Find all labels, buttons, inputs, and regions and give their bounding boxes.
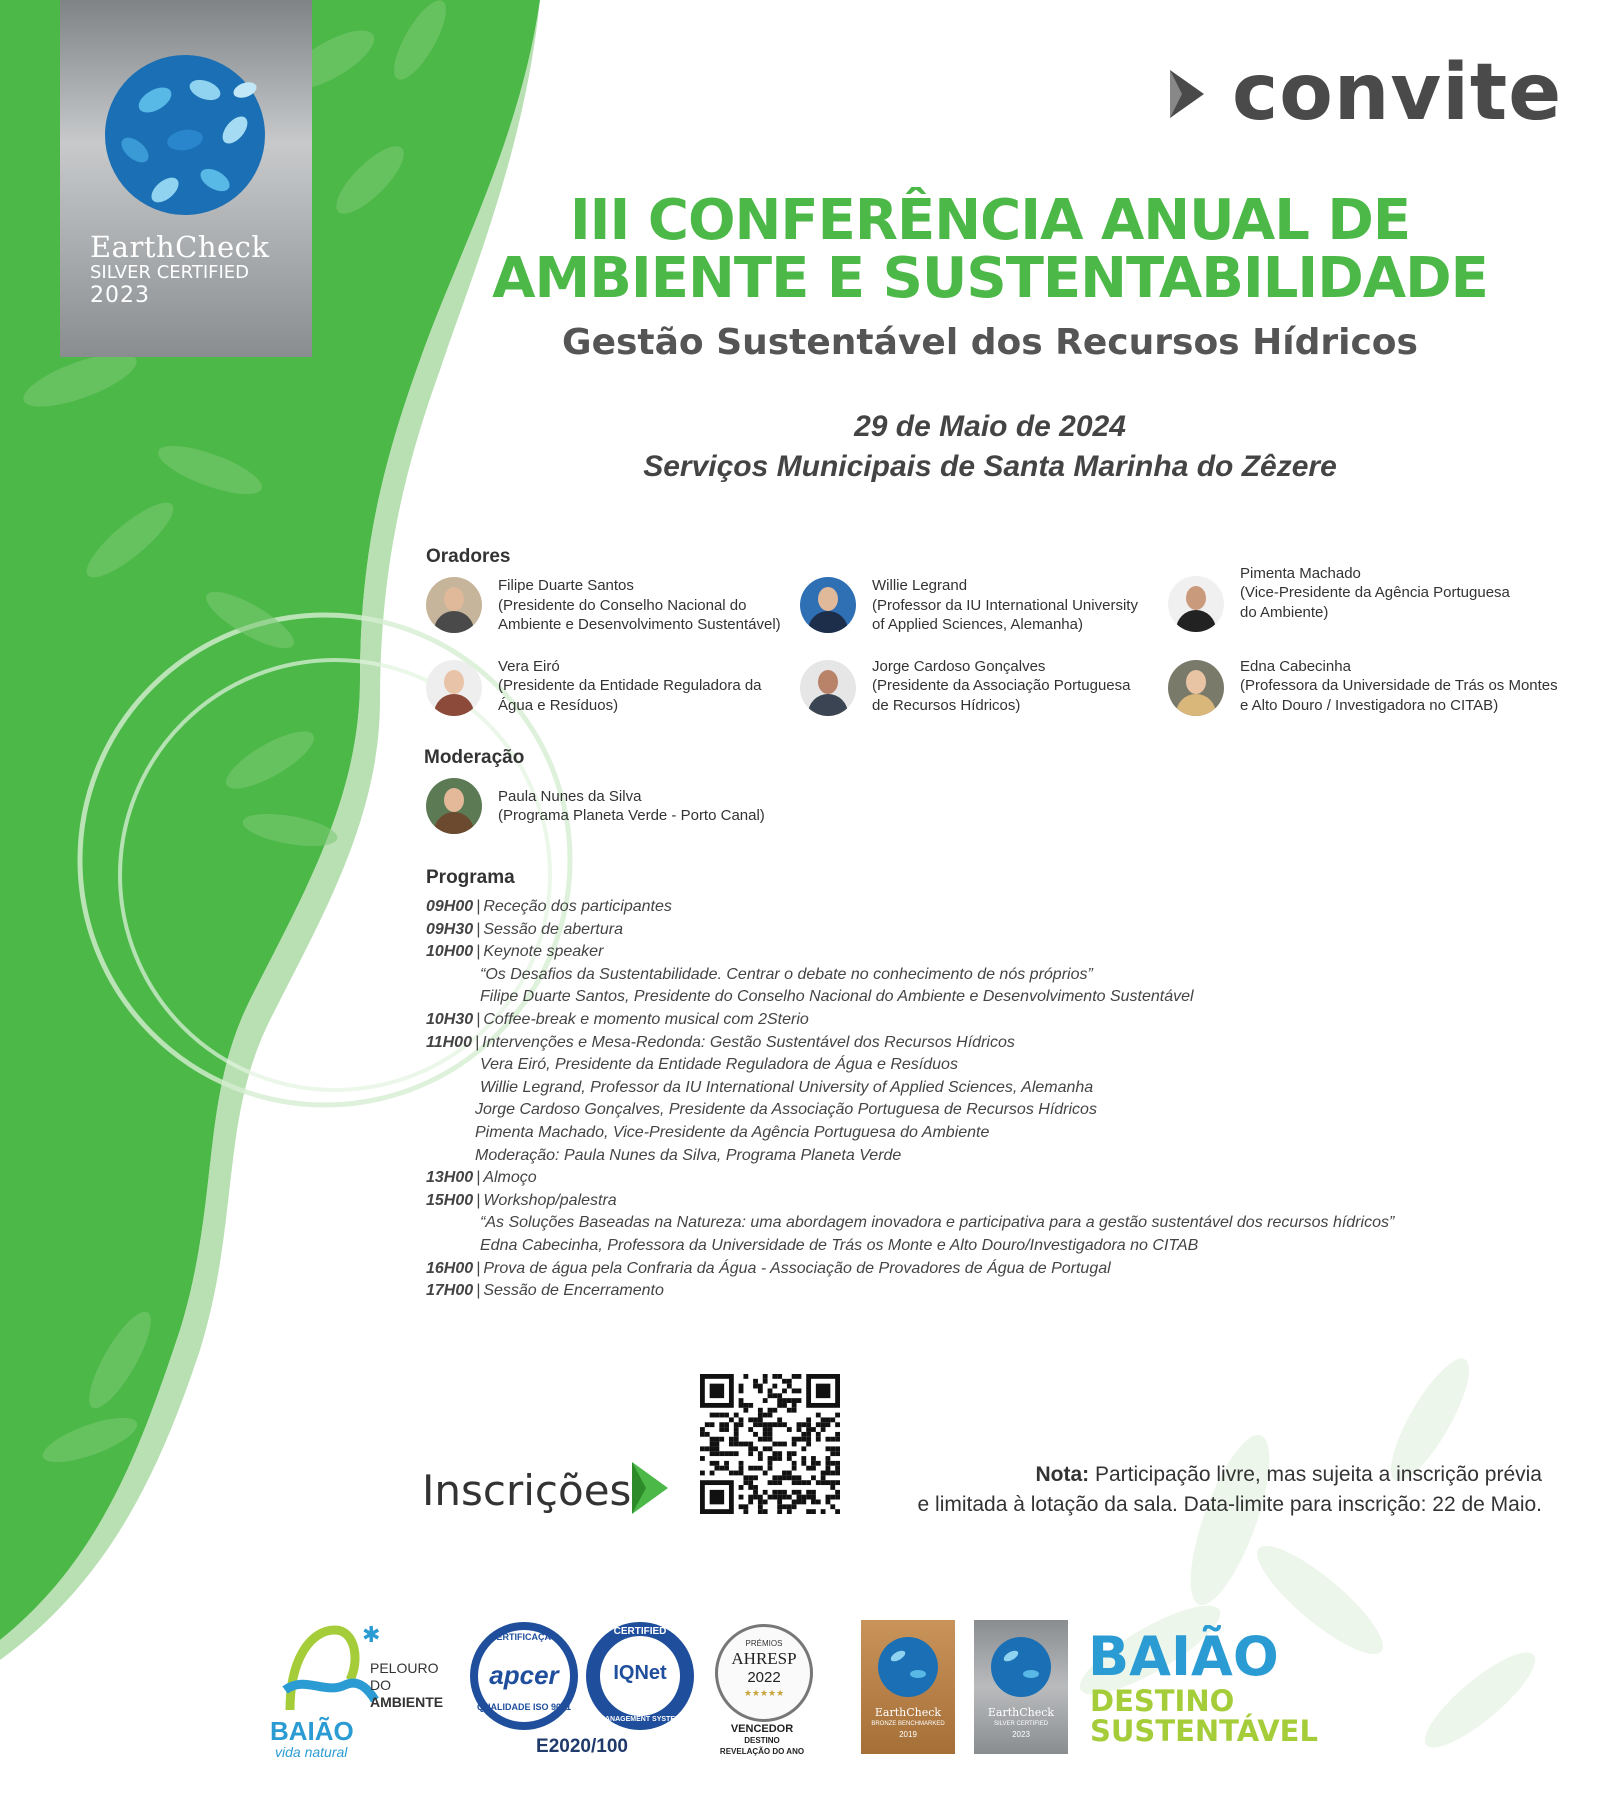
programa-heading: Programa <box>426 867 515 888</box>
program-row: 10H30 | Coffee-break e momento musical com 2Sterio <box>426 1010 809 1028</box>
svg-text:✱: ✱ <box>362 1623 380 1648</box>
speaker-name: Pimenta Machado <box>1240 564 1361 582</box>
speaker-name: Edna Cabecinha <box>1240 657 1351 675</box>
program-text: Workshop/palestra <box>483 1191 617 1209</box>
apcer-bottom-text: QUALIDADE ISO 9001 <box>476 1702 572 1712</box>
sustentavel-word: SUSTENTÁVEL <box>1090 1714 1318 1748</box>
program-text: Coffee-break e momento musical com 2Sterio <box>483 1010 809 1028</box>
earthcheck-bronze-globe-icon <box>873 1634 943 1700</box>
program-row: 16H00 | Prova de água pela Confraria da Água - Associação de Provadores de Água de Portugal <box>426 1259 1111 1277</box>
program-time: 09H30 <box>426 920 474 938</box>
program-row: 09H30 | Sessão de abertura <box>426 920 623 938</box>
speaker-role: (Presidente da Associação Portuguesa <box>872 677 1131 695</box>
program-row: 15H00 | Workshop/palestra <box>426 1191 617 1209</box>
program-row: 10H00 | Keynote speaker <box>426 943 604 961</box>
program-row-detail: Jorge Cardoso Gonçalves, Presidente da Associação Portuguesa de Recursos Hídricos <box>475 1101 1097 1119</box>
convite-arrow-icon <box>1170 70 1204 118</box>
ahresp-small: PRÉMIOS <box>745 1639 783 1648</box>
nota-line2: e limitada à lotação da sala. Data-limite para inscrição: 22 de Maio. <box>917 1493 1542 1516</box>
iqnet-name: IQNet <box>613 1662 667 1684</box>
program-row-detail: Moderação: Paula Nunes da Silva, Programa Planeta Verde <box>475 1146 902 1164</box>
iqnet-seal <box>586 1622 694 1730</box>
baiao-pelouro-logo <box>270 1620 450 1760</box>
program-text: Almoço <box>483 1169 537 1187</box>
program-row-detail: Filipe Duarte Santos, Presidente do Conselho Nacional do Ambiente e Desenvolvimento Sustentável <box>480 988 1194 1006</box>
speaker-name: Vera Eiró <box>498 657 560 675</box>
speaker-card <box>800 657 1131 716</box>
earthcheck-globe-icon <box>95 50 275 220</box>
speaker-card <box>1168 657 1558 716</box>
event-venue: Serviços Municipais de Santa Marinha do Zêzere <box>643 450 1337 483</box>
ec-bronze-sub: BRONZE BENCHMARKED <box>871 1721 945 1727</box>
conference-title-line2: AMBIENTE E SUSTENTABILIDADE <box>492 246 1488 311</box>
speaker-card <box>426 576 781 635</box>
event-date: 29 de Maio de 2024 <box>854 410 1126 443</box>
moderator-card <box>426 778 765 834</box>
moderator-role: (Programa Planeta Verde - Porto Canal) <box>498 807 765 824</box>
program-row-detail: “Os Desafios da Sustentabilidade. Centrar o debate no conhecimento de nós próprios” <box>480 965 1093 983</box>
iqnet-bottom-text: MANAGEMENT SYSTEM <box>599 1716 681 1723</box>
program-time: 11H00 <box>426 1033 472 1051</box>
program-time: 15H00 <box>426 1191 474 1209</box>
program-row: 09H00 | Receção dos participantes <box>426 898 672 915</box>
destino-text: DESTINO <box>744 1736 780 1745</box>
nota-label: Nota: <box>1035 1463 1090 1486</box>
speaker-role: de Recursos Hídricos) <box>872 696 1021 714</box>
ahresp-seal <box>715 1624 813 1722</box>
speaker-role: Ambiente e Desenvolvimento Sustentável) <box>498 616 781 633</box>
speaker-card <box>1168 564 1510 632</box>
destino-word: DESTINO <box>1090 1684 1235 1718</box>
speaker-name: Willie Legrand <box>872 577 968 594</box>
earthcheck-bronze-badge <box>861 1620 955 1754</box>
speaker-card <box>800 576 1138 635</box>
ec-silver-sub: SILVER CERTIFIED <box>993 1721 1049 1727</box>
apcer-top-text: CERTIFICAÇÃO <box>490 1632 558 1642</box>
ahresp-name: AHRESP <box>731 1649 797 1668</box>
program-row-detail: “As Soluções Baseadas na Natureza: uma abordagem inovadora e participativa para a gestão sustentável dos recursos hídricos” <box>480 1214 1395 1232</box>
convite-heading: convite <box>1232 48 1563 138</box>
earthcheck-badge <box>60 0 312 357</box>
nota-text-1: Participação livre, mas sujeita a inscrição prévia <box>1094 1463 1542 1486</box>
vencedor-text: VENCEDOR <box>730 1723 794 1735</box>
program-time: 10H30 <box>426 1010 474 1028</box>
program-time: 17H00 <box>426 1282 474 1300</box>
speaker-name: Jorge Cardoso Gonçalves <box>872 657 1046 675</box>
program-time: 09H00 <box>426 898 474 915</box>
speaker-role: of Applied Sciences, Alemanha) <box>872 616 1083 633</box>
apcer-name: apcer <box>489 1660 559 1690</box>
conference-subtitle: Gestão Sustentável dos Recursos Hídricos <box>562 322 1418 363</box>
avatar <box>426 778 482 834</box>
earthcheck-silver-globe-icon <box>986 1634 1056 1700</box>
earthcheck-certification: SILVER CERTIFIED <box>90 262 250 283</box>
pelouro-line: PELOURO <box>370 1660 439 1676</box>
earthcheck-year: 2023 <box>90 283 150 308</box>
program-row: 17H00 | Sessão de Encerramento <box>426 1282 664 1300</box>
programa-list <box>426 896 1586 1303</box>
speaker-name: Filipe Duarte Santos <box>498 577 634 594</box>
inscricoes-label: Inscrições <box>422 1466 632 1515</box>
avatar <box>1168 660 1224 716</box>
speaker-role: (Presidente da Entidade Reguladora da <box>498 677 762 695</box>
earthcheck-brand: EarthCheck <box>90 230 270 264</box>
inscricoes-arrow-icon <box>632 1462 668 1514</box>
moderator-name: Paula Nunes da Silva <box>498 787 642 805</box>
program-row: 13H00 | Almoço <box>426 1169 537 1187</box>
certificate-code: E2020/100 <box>536 1736 628 1757</box>
program-time: 16H00 <box>426 1259 474 1277</box>
ec-bronze-year: 2019 <box>899 1730 917 1739</box>
program-text: Prova de água pela Confraria da Água - Associação de Provadores de Água de Portugal <box>483 1259 1111 1277</box>
program-text: Sessão de abertura <box>483 920 623 938</box>
program-row-detail: Pimenta Machado, Vice-Presidente da Agência Portuguesa do Ambiente <box>475 1123 990 1141</box>
program-text: Receção dos participantes <box>483 898 672 915</box>
avatar <box>426 577 482 633</box>
speaker-role: (Vice-Presidente da Agência Portuguesa <box>1240 584 1510 602</box>
speaker-role: (Professora da Universidade de Trás os Montes <box>1240 677 1558 695</box>
baiao-logo-icon <box>280 1620 380 1720</box>
avatar <box>800 660 856 716</box>
avatar <box>426 660 482 716</box>
oradores-heading: Oradores <box>426 546 511 567</box>
ec-silver-year: 2023 <box>1012 1730 1030 1739</box>
iqnet-top-text: CERTIFIED <box>613 1626 667 1637</box>
pelouro-line: AMBIENTE <box>370 1694 444 1710</box>
apcer-seal <box>470 1622 578 1730</box>
program-row-detail: Vera Eiró, Presidente da Entidade Reguladora de Água e Resíduos <box>480 1056 958 1074</box>
program-time: 13H00 <box>426 1169 474 1187</box>
speaker-role: e Alto Douro / Investigadora no CITAB) <box>1240 696 1499 714</box>
pelouro-line: DO <box>370 1677 391 1693</box>
qr-code-icon[interactable] <box>700 1374 840 1514</box>
speaker-role: (Presidente do Conselho Nacional do <box>498 596 747 614</box>
moderacao-heading: Moderação <box>424 747 525 768</box>
ahresp-stars-icon: ★★★★★ <box>743 1689 785 1699</box>
destino-baiao-title: BAIÃO <box>1088 1625 1279 1688</box>
program-text: Sessão de Encerramento <box>483 1282 664 1300</box>
vida-natural-text: vida natural <box>275 1744 348 1760</box>
ahresp-year: 2022 <box>747 1669 781 1686</box>
ec-silver-name: EarthCheck <box>987 1706 1055 1719</box>
program-row-detail: Edna Cabecinha, Professora da Universidade de Trás os Monte e Alto Douro/Investigadora no CITAB <box>480 1236 1199 1254</box>
program-row-detail: Willie Legrand, Professor da IU International University of Applied Sciences, Alemanha <box>480 1078 1094 1096</box>
baiao-text: BAIÃO <box>270 1716 354 1746</box>
revelacao-text: REVELAÇÃO DO ANO <box>719 1747 805 1756</box>
speaker-role: (Professor da IU International University <box>872 596 1138 614</box>
speaker-role: do Ambiente) <box>1240 603 1329 621</box>
speaker-card <box>426 657 762 716</box>
speaker-role: Água e Resíduos) <box>498 696 619 714</box>
nota-line1 <box>840 1463 1542 1487</box>
program-row: 11H00 | Intervenções e Mesa-Redonda: Gestão Sustentável dos Recursos Hídricos <box>426 1033 1015 1051</box>
conference-title-line1: III CONFERÊNCIA ANUAL DE <box>569 188 1411 253</box>
ec-bronze-name: EarthCheck <box>874 1706 942 1719</box>
program-text: Intervenções e Mesa-Redonda: Gestão Sustentável dos Recursos Hídricos <box>482 1033 1015 1051</box>
avatar <box>1168 576 1224 632</box>
avatar <box>800 577 856 633</box>
earthcheck-silver-badge <box>974 1620 1068 1754</box>
program-time: 10H00 <box>426 943 474 961</box>
program-text: Keynote speaker <box>483 943 604 961</box>
